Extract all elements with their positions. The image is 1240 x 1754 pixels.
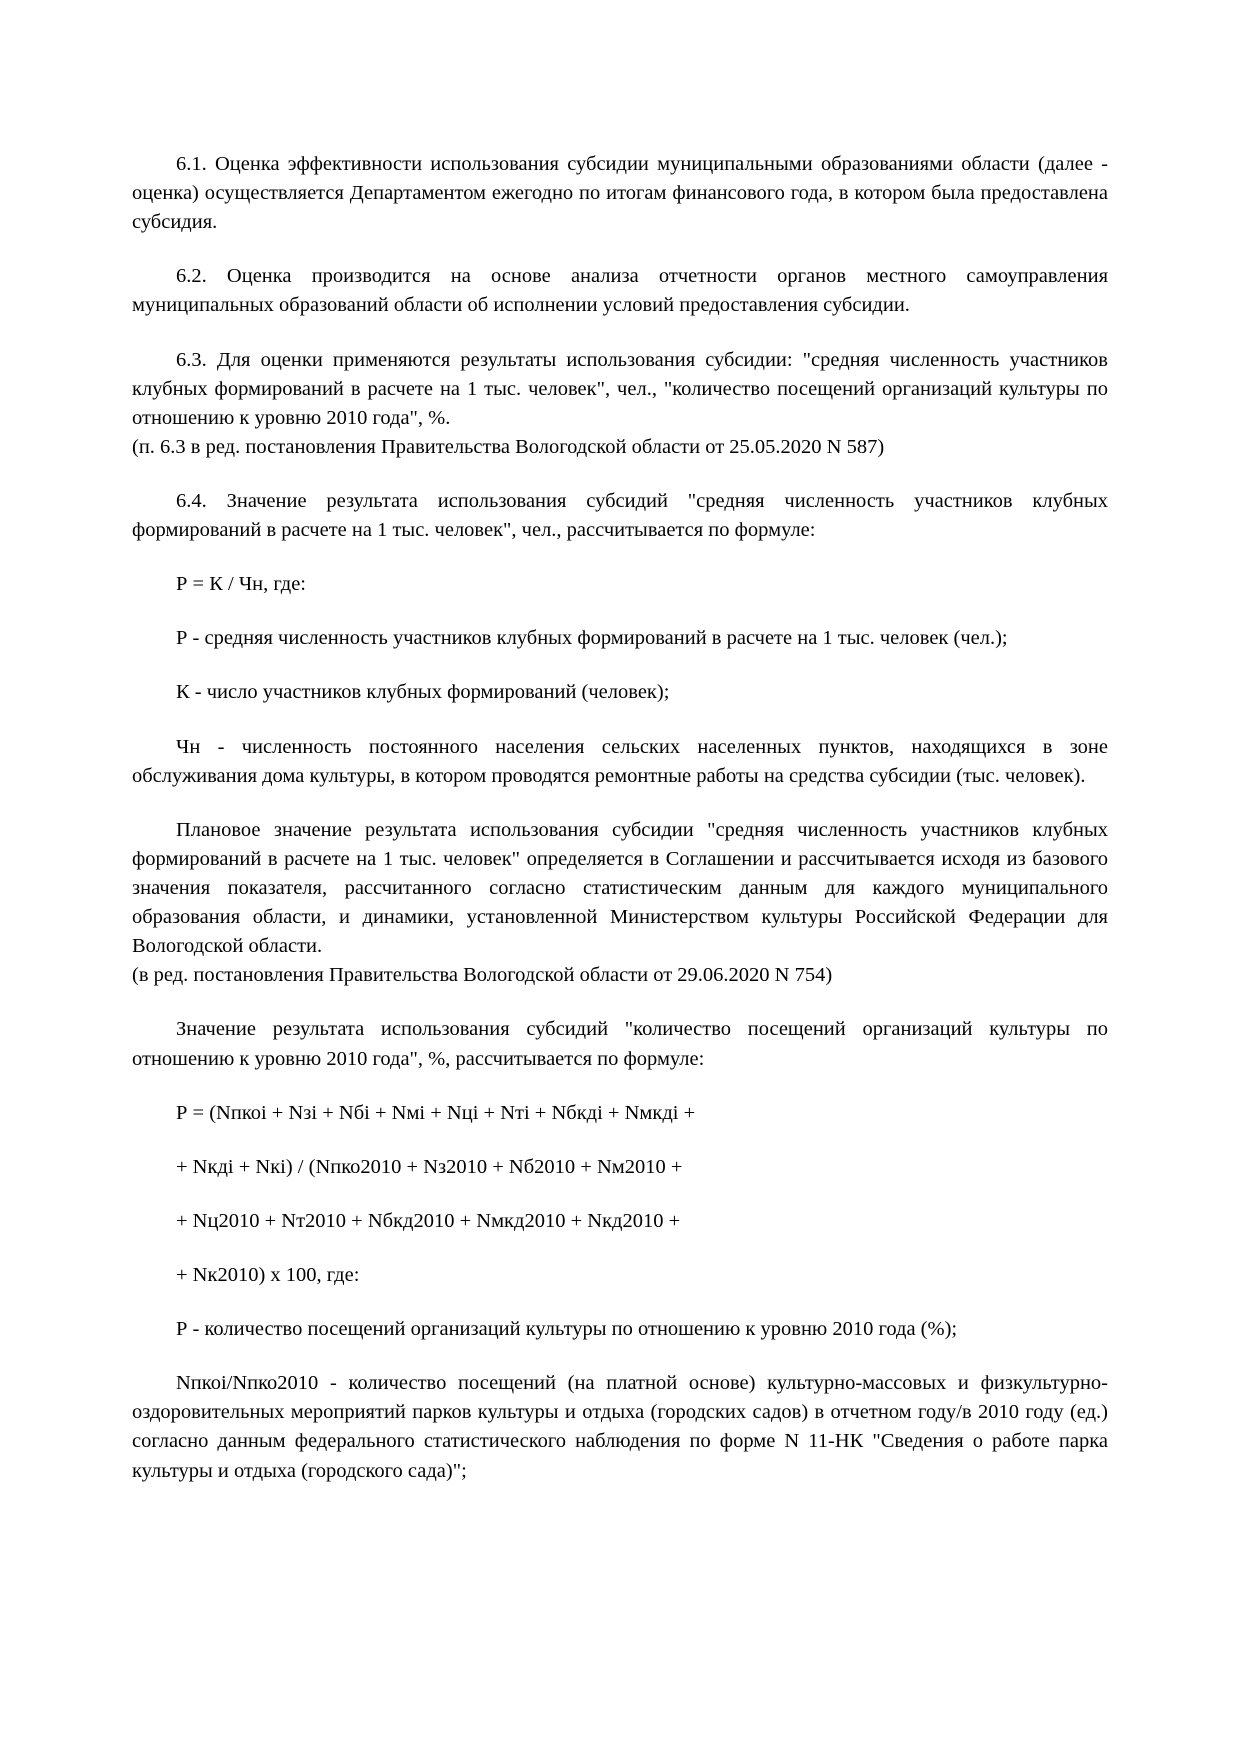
paragraph-6-1: 6.1. Оценка эффективности использования субсидии муниципальными образованиями области (далее - оценка) осуществляется Департаментом ежегодно по итогам финансового года, в котором была предоставлена субсидия. [132, 153, 1108, 234]
definition-chn: Чн - численность постоянного населения сельских населенных пунктов, находящихся в зоне обслуживания дома культуры, в котором проводятся ремонтные работы на средства субсидии (тыс. человек). [132, 735, 1108, 787]
definition-npko: Nпкоi/Nпко2010 - количество посещений (на платной основе) культурно-массовых и физкультурно-оздоровительных мероприятий парков культуры и отдыха (городских садов) в отчетном году/в 2010 году (ед.) согласно данным федерального статистического наблюдения по форме N 11-НК "Сведения о работе парка культуры и отдыха (городского сада)"; [132, 1372, 1108, 1482]
paragraph-6-2: 6.2. Оценка производится на основе анализа отчетности органов местного самоуправления муниципальных образований области об исполнении условий предоставления субсидии. [132, 265, 1108, 317]
formula-visits-line-3: + Nц2010 + Nт2010 + Nбкд2010 + Nмкд2010 + Nкд2010 + [176, 1209, 681, 1232]
document-body [132, 150, 1108, 1486]
amendment-reference-planned: (в ред. постановления Правительства Вологодской области от 29.06.2020 N 754) [132, 964, 833, 987]
formula-visits-line-4: + Nк2010) x 100, где: [176, 1263, 360, 1286]
definition-k: К - число участников клубных формирований (человек); [176, 681, 670, 704]
paragraph-6-4: 6.4. Значение результата использования субсидий "средняя численность участников клубных формирований в расчете на 1 тыс. человек", чел., рассчитывается по формуле: [132, 489, 1108, 542]
paragraph-6-3: 6.3. Для оценки применяются результаты использования субсидии: "средняя численность участников клубных формирований в расчете на 1 тыс. человек", чел., "количество посещений организаций культуры по отношению к уровню 2010 года", %. [132, 348, 1108, 429]
paragraph-planned-value: Плановое значение результата использования субсидии "средняя численность участников клубных формирований в расчете на 1 тыс. человек" определяется в Соглашении и рассчитывается исходя из базового значения показателя, рассчитанного согласно статистическим данным для каждого муниципального образования области, и динамики, установленной Министерством культуры Российской Федерации для Вологодской области. [132, 818, 1108, 958]
formula-visits-line-2: + Nкдi + Nкi) / (Nпко2010 + Nз2010 + Nб2010 + Nм2010 + [176, 1155, 683, 1178]
paragraph-visits-intro: Значение результата использования субсидий "количество посещений организаций культуры по отношению к уровню 2010 года", %, рассчитывается по формуле: [132, 1018, 1108, 1070]
formula-p-k-chn: Р = К / Чн, где: [176, 573, 306, 596]
formula-visits-line-1: Р = (Nпкоi + Nзi + Nбi + Nмi + Nцi + Nтi + Nбкдi + Nмкдi + [176, 1101, 696, 1124]
definition-p: Р - средняя численность участников клубных формирований в расчете на 1 тыс. человек (чел.); [176, 627, 1008, 650]
definition-p-visits: Р - количество посещений организаций культуры по отношению к уровню 2010 года (%); [176, 1318, 958, 1341]
amendment-reference-6-3: (п. 6.3 в ред. постановления Правительства Вологодской области от 25.05.2020 N 587) [132, 435, 885, 458]
